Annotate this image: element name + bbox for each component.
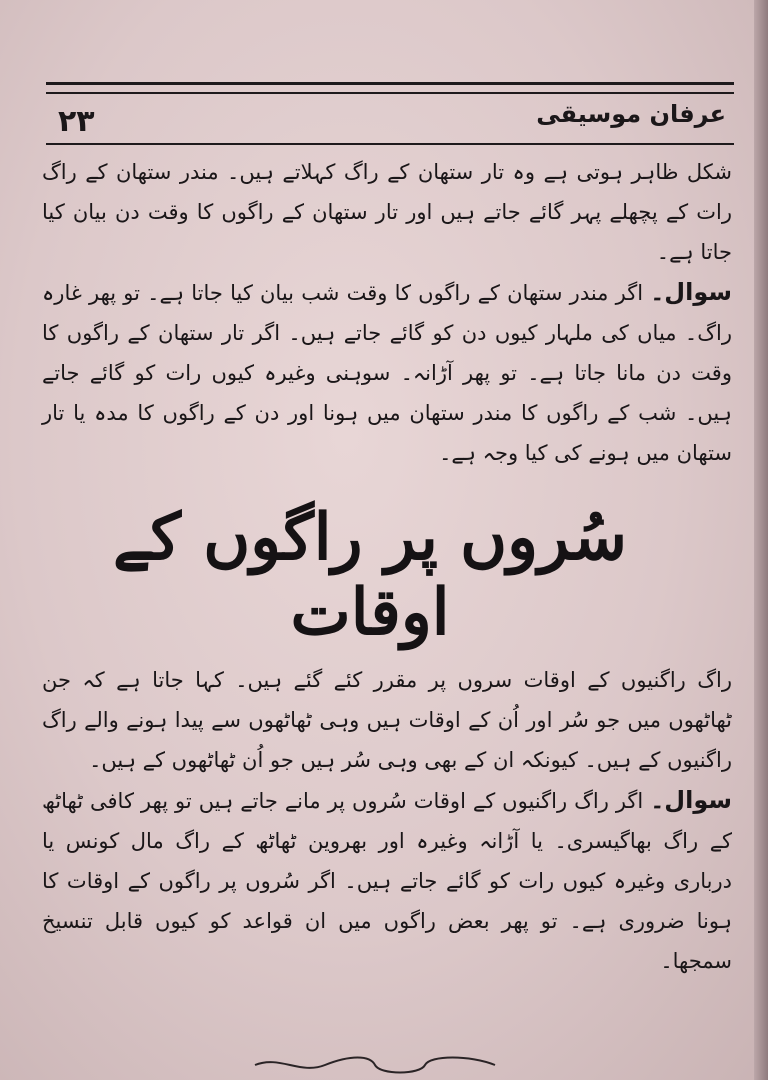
question-1 xyxy=(42,272,732,473)
paragraph-1 xyxy=(42,152,732,272)
question-2-label: سوال۔ xyxy=(650,786,732,814)
running-title: عرفان موسیقی xyxy=(536,100,726,128)
question-1-label: سوال۔ xyxy=(650,278,732,306)
page-binding-edge xyxy=(754,0,768,1080)
paragraph-2 xyxy=(42,660,732,780)
header-underline xyxy=(46,143,734,145)
footer-ornament xyxy=(250,1055,500,1075)
page-number: ۲۳ xyxy=(58,104,95,139)
question-1-text: اگر مندر ستھان کے راگوں کا وقت شب بیان کیا جاتا ہے۔ تو پھر غارہ راگ۔ میاں کی ملہار کیوں دن کو گائے جاتے ہیں۔ اگر تار ستھان کے راگوں کا وقت دن مانا جاتا ہے۔ تو پھر آڑانہ۔ سوہنی وغیرہ کیوں رات کو گائے جاتے ہیں۔ شب کے راگوں کا مندر ستھان میں ہونا اور دن کے راگوں کا مدہ یا تار ستھان میں ہونے کی کیا وجہ ہے۔ xyxy=(42,281,732,465)
paragraph-1-text: شکل ظاہر ہوتی ہے وہ تار ستھان کے راگ کہلاتے ہیں۔ مندر ستھان کے راگ رات کے پچھلے پہر گائے جاتے ہیں اور تار ستھان کے راگوں کا وقت دن بیان کیا جاتا ہے۔ xyxy=(42,160,732,264)
section-heading: سُروں پر راگوں کے اوقات xyxy=(113,500,627,650)
question-2 xyxy=(42,780,732,981)
header-double-rule-top xyxy=(46,82,734,85)
question-2-text: اگر راگ راگنیوں کے اوقات سُروں پر مانے جاتے ہیں تو پھر کافی ٹھاٹھ کے راگ بھاگیسری۔ یا آڑانہ وغیرہ اور بھروین ٹھاٹھ کے راگ مال کونس یا درباری وغیرہ کیوں رات کو گائے جاتے ہیں۔ اگر سُروں پر راگوں کے اوقات کا ہونا ضروری ہے۔ تو پھر بعض راگوں میں ان قواعد کو کیوں قابل تنسیخ سمجھا۔ xyxy=(42,789,732,973)
paragraph-2-text: راگ راگنیوں کے اوقات سروں پر مقرر کئے گئے ہیں۔ کہا جاتا ہے کہ جن ٹھاٹھوں میں جو سُر اور اُن کے اوقات ہیں وہی ٹھاٹھوں سے پیدا ہونے والے راگ راگنیوں کے ہیں۔ کیونکہ ان کے بھی وہی سُر ہیں جو اُن ٹھاٹھوں کے ہیں۔ xyxy=(42,668,732,772)
header-double-rule-bottom xyxy=(46,92,734,94)
section-2 xyxy=(42,660,732,981)
section-1 xyxy=(42,152,732,473)
